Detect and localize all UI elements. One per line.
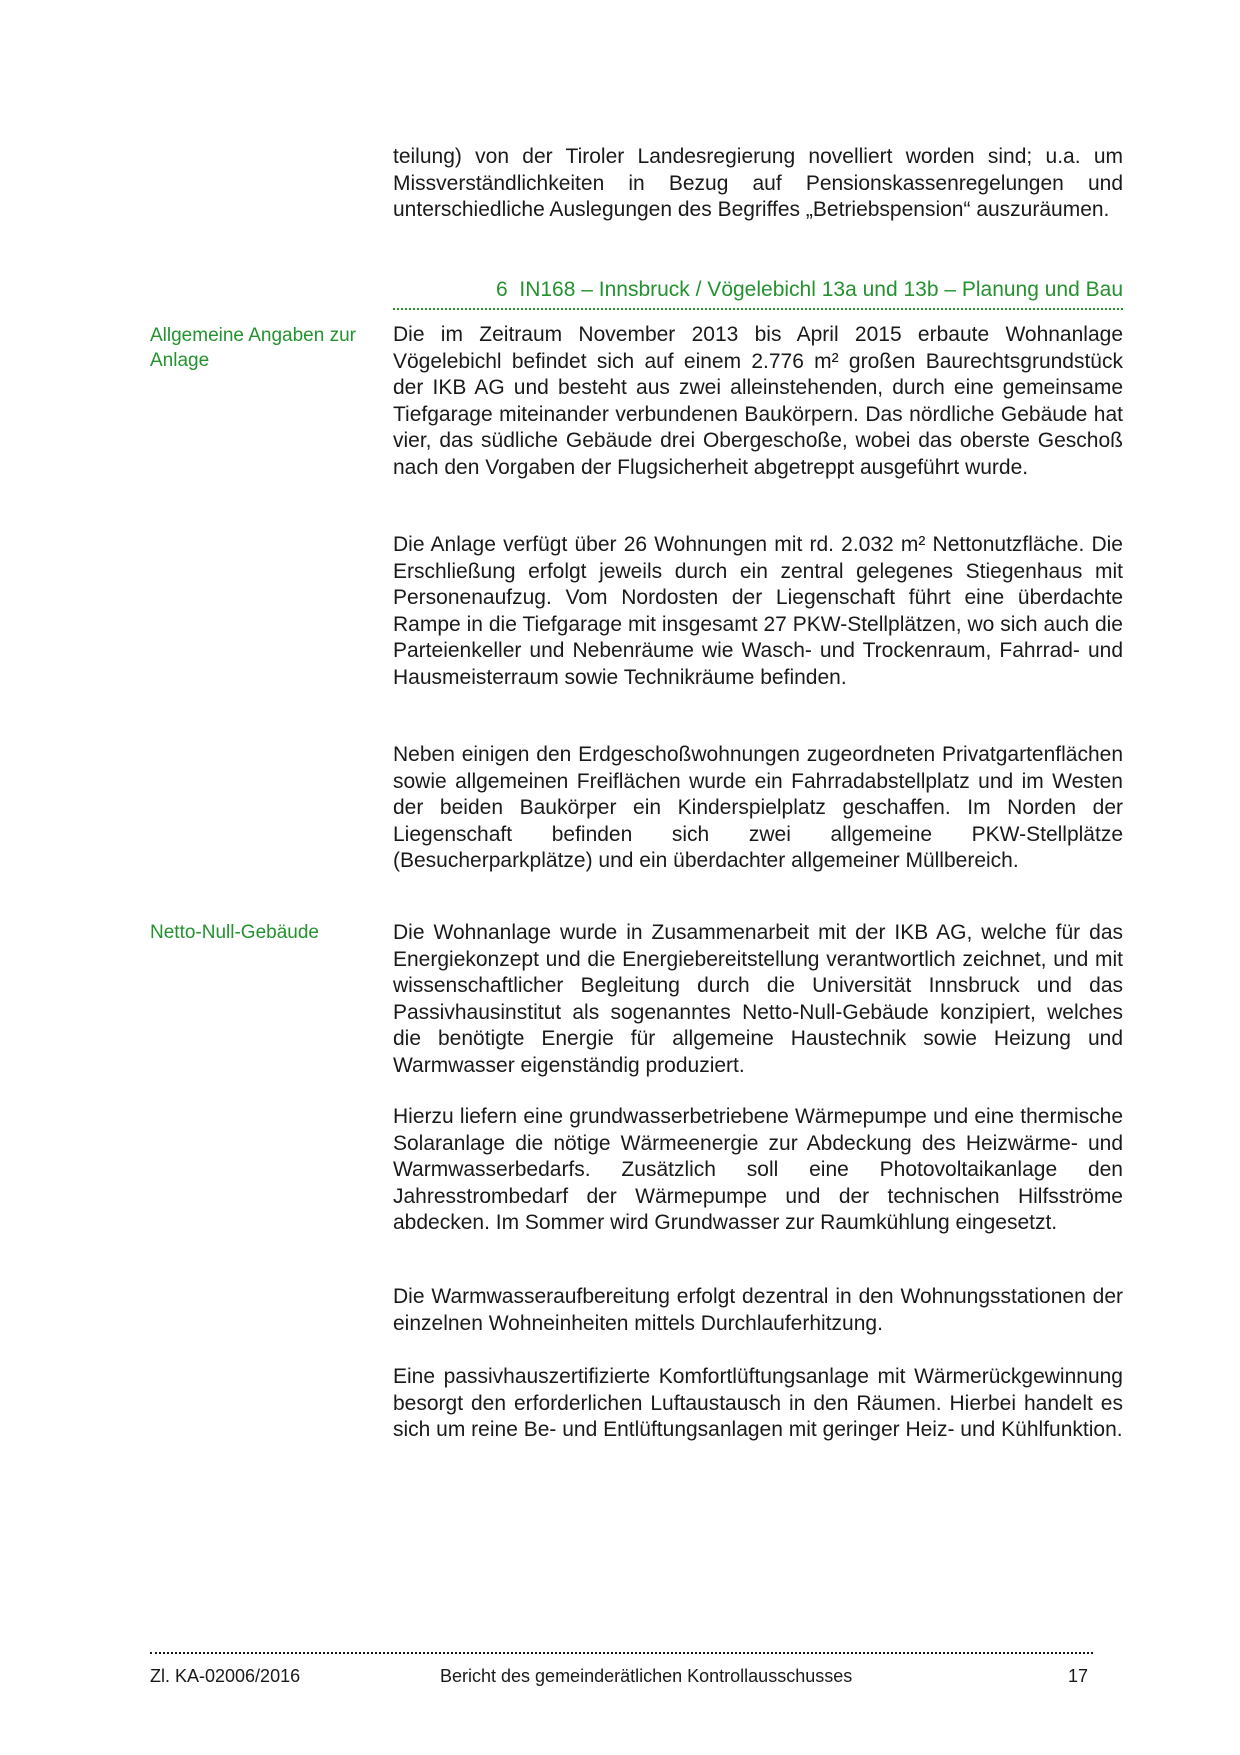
paragraph-5 xyxy=(393,1104,1123,1237)
margin-note-general: Allgemeine Angaben zur Anlage xyxy=(150,325,356,371)
paragraph-text: Die Wohnanlage wurde in Zusammenarbeit mit der IKB AG, welche für das Energiekonzept und die Energiebereitstellung verantwortlich zeichnet, und mit wissenschaftlicher Begleitung durch die Universität Innsbruck und das Passivhausinstitut als sogenanntes Netto-Null-Gebäude konzipiert, welches die benötigte Energie für allgemeine Haustechnik sowie Heizung und Warmwasser eigenständig produziert. xyxy=(393,921,1123,1077)
intro-paragraph xyxy=(393,144,1123,224)
footer-reference: Zl. KA-02006/2016 xyxy=(150,1666,301,1686)
paragraph-text: Neben einigen den Erdgeschoßwohnungen zugeordneten Privatgartenflächen sowie allgemeinen Freiflächen wurde ein Fahrradabstellplatz und im Westen der beiden Baukörper ein Kinderspielplatz geschaffen. Im Norden der Liegenschaft befinden sich zwei allgemeine PKW-Stellplätze (Besucherparkplätze) und ein überdachter allgemeiner Müllbereich. xyxy=(393,743,1123,872)
section-number: 6 xyxy=(496,278,508,301)
paragraph-7 xyxy=(393,1364,1123,1444)
paragraph-text: Hierzu liefern eine grundwasserbetriebene Wärmepumpe und eine thermische Solaranlage die nötige Wärmeenergie zur Abdeckung des Heizwärme- und Warmwasserbedarfs. Zusätzlich soll eine Photovoltaikanlage den Jahresstrombedarf der Wärmepumpe und der technischen Hilfsströme abdecken. Im Sommer wird Grundwasser zur Raumkühlung eingesetzt. xyxy=(393,1105,1123,1234)
paragraph-2 xyxy=(393,532,1123,691)
section-heading xyxy=(393,278,1123,310)
paragraph-text: Die im Zeitraum November 2013 bis April 2015 erbaute Wohnanlage Vögelebichl befindet sich auf einem 2.776 m² großen Baurechtsgrundstück der IKB AG und besteht aus zwei alleinstehenden, durch eine gemeinsame Tiefgarage miteinander verbundenen Baukörpern. Das nördliche Gebäude hat vier, das südliche Gebäude drei Obergeschoße, wobei das oberste Geschoß nach den Vorgaben der Flugsicherheit abgetreppt ausgeführt wurde. xyxy=(393,323,1123,479)
paragraph-text: teilung) von der Tiroler Landesregierung novelliert worden sind; u.a. um Missverständlichkeiten in Bezug auf Pensionskassenregelungen und unterschiedliche Auslegungen des Begriffes „Betriebspension“ auszuräumen. xyxy=(393,145,1123,221)
footer-report-title: Bericht des gemeinderätlichen Kontrollausschusses xyxy=(440,1666,853,1686)
footer-divider xyxy=(150,1652,1093,1654)
margin-note-netto-null: Netto-Null-Gebäude xyxy=(150,922,319,943)
paragraph-text: Die Warmwasseraufbereitung erfolgt dezentral in den Wohnungsstationen der einzelnen Wohneinheiten mittels Durchlauferhitzung. xyxy=(393,1285,1123,1335)
paragraph-3 xyxy=(393,742,1123,875)
section-title: IN168 – Innsbruck / Vögelebichl 13a und 13b – Planung und Bau xyxy=(519,278,1123,301)
paragraph-6 xyxy=(393,1284,1123,1337)
paragraph-1 xyxy=(393,322,1123,481)
paragraph-4 xyxy=(393,920,1123,1079)
paragraph-text: Eine passivhauszertifizierte Komfortlüftungsanlage mit Wärmerückgewinnung besorgt den erforderlichen Luftaustausch in den Räumen. Hierbei handelt es sich um reine Be- und Entlüftungsanlagen mit geringer Heiz- und Kühlfunktion. xyxy=(393,1365,1123,1441)
paragraph-text: Die Anlage verfügt über 26 Wohnungen mit rd. 2.032 m² Nettonutzfläche. Die Erschließung erfolgt jeweils durch ein zentral gelegenes Stiegenhaus mit Personenaufzug. Vom Nordosten der Liegenschaft führt eine überdachte Rampe in die Tiefgarage mit insgesamt 27 PKW-Stellplätzen, wo sich auch die Parteienkeller und Nebenräume wie Wasch- und Trockenraum, Fahrrad- und Hausmeisterraum sowie Technikräume befinden. xyxy=(393,533,1123,689)
footer-page-number: 17 xyxy=(1068,1666,1089,1686)
